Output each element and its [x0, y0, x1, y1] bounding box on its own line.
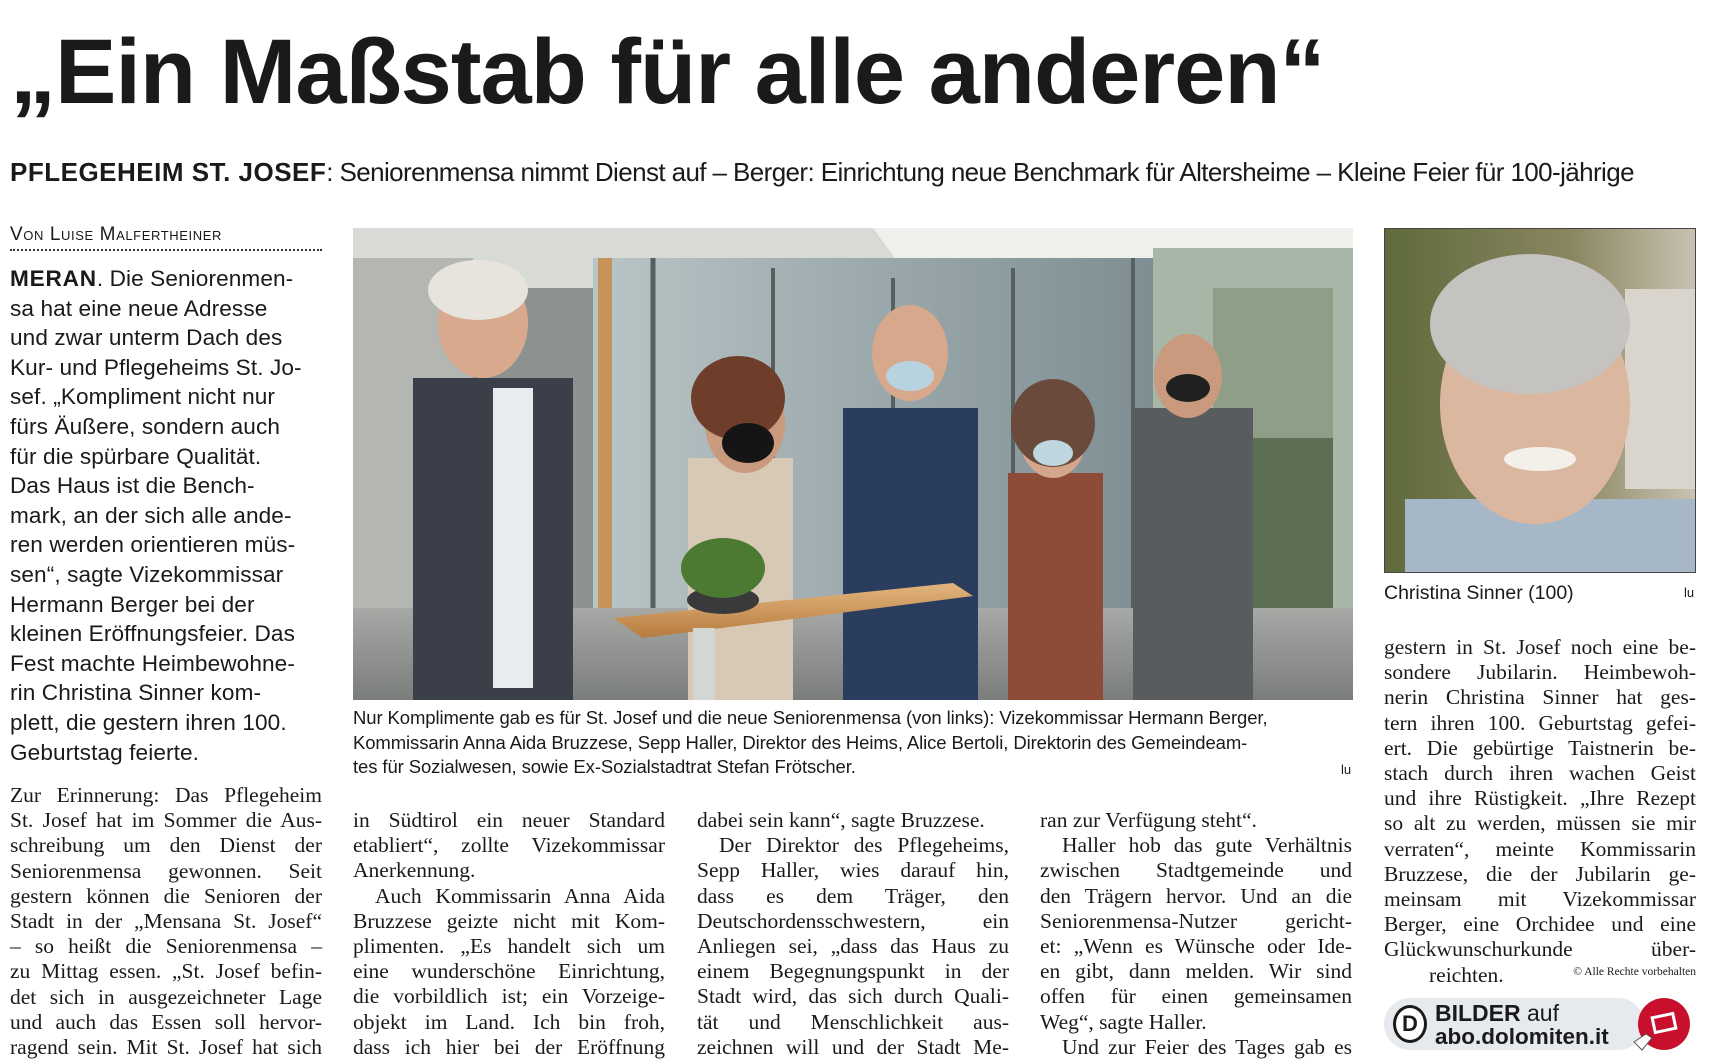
- text-line: objekt im Land. Ich bin froh,: [353, 1009, 665, 1034]
- lead-line: Hermann Berger bei der: [10, 591, 255, 617]
- text-line: ert. Die gebürtige Taistnerin be-: [1384, 735, 1696, 760]
- promo-title-bold: BILDER: [1435, 1000, 1521, 1026]
- text-line: ragend sein. Mit St. Josef hat sich: [10, 1035, 322, 1060]
- text-line: verraten“, meinte Kommissarin: [1384, 836, 1696, 861]
- text-line: tern ihren 100. Geburtstag gefei-: [1384, 710, 1696, 735]
- text-line: Auch Kommissarin Anna Aida: [375, 883, 665, 908]
- text-line: Haller hob das gute Verhältnis: [1062, 833, 1352, 858]
- text-line: offen für einen gemeinsamen: [1040, 984, 1352, 1009]
- lead-paragraph: [10, 264, 322, 767]
- dolomiten-logo-icon: D: [1393, 1005, 1427, 1043]
- text-line: zeichnen will und der Stadt Me-: [697, 1034, 1009, 1059]
- text-line: ran zur Verfügung steht“.: [1040, 808, 1257, 832]
- bilder-promo-link[interactable]: [1384, 996, 1696, 1054]
- promo-title-rest: auf: [1520, 1000, 1559, 1026]
- text-line: Bruzzese, die der Jubilarin ge-: [1384, 861, 1696, 886]
- text-line: Der Direktor des Pflegeheims,: [719, 833, 1009, 858]
- text-line: und ihre Rüstigkeit. „Ihre Rezept: [1384, 786, 1696, 811]
- lead-line: mark, an der sich alle ande-: [10, 502, 292, 528]
- lead-line: Das Haus ist die Bench-: [10, 473, 255, 499]
- subheadline-kicker: PFLEGEHEIM ST. JOSEF: [10, 157, 327, 187]
- dateline: MERAN: [10, 266, 97, 291]
- headline: „Ein Maßstab für alle anderen“: [10, 21, 1325, 123]
- side-photo-caption: Christina Sinner (100): [1384, 582, 1574, 604]
- text-line: Und zur Feier des Tages gab es: [1062, 1034, 1352, 1059]
- lead-line: rin Christina Sinner kom-: [10, 680, 262, 706]
- lead-line: plett, die gestern ihren 100.: [10, 709, 287, 735]
- text-line: Weg“, sagte Haller.: [1040, 1009, 1207, 1034]
- text-line: Bruzzese geizte nicht mit Kom-: [353, 908, 665, 933]
- text-line: meinsam mit Vizekommissar: [1384, 887, 1696, 912]
- text-line: zwischen Stadtgemeinde und: [1040, 858, 1352, 883]
- text-line: und auch das Essen soll hervor-: [10, 1009, 322, 1034]
- text-line: Berger, eine Orchidee und eine: [1384, 912, 1696, 937]
- text-line: Stadt in der „Mensana St. Josef“: [10, 909, 322, 934]
- text-line: etabliert“, zollte Vizekommissar: [353, 833, 665, 858]
- caption-line: Kommissarin Anna Aida Bruzzese, Sepp Haller, Direktor des Heims, Alice Bertoli, Direktorin des Gemeindeam-: [353, 731, 1248, 753]
- text-line: gestern können die Senioren der: [10, 883, 322, 908]
- lead-line: Geburtstag feierte.: [10, 739, 200, 765]
- text-line: det sich in ausgezeichneter Lage: [10, 984, 322, 1009]
- article-column-4: [1040, 808, 1352, 1060]
- text-line: Deutschordensschwestern, ein: [697, 908, 1009, 933]
- subheadline-text: : Seniorenmensa nimmt Dienst auf – Berger: Einrichtung neue Benchmark für Altersheime – Kleine Feier für 100-jährige: [326, 157, 1634, 187]
- side-photo-image: [1385, 229, 1695, 572]
- side-photo: [1384, 228, 1696, 573]
- byline: Von Luise Malfertheiner: [10, 224, 322, 251]
- article-column-2: [353, 808, 665, 1060]
- text-line: in Südtirol ein neuer Standard: [353, 808, 665, 832]
- text-line: en gibt, dann melden. Wir sind: [1040, 959, 1352, 984]
- text-line: reichten.: [1429, 962, 1504, 987]
- caption-line: tes für Sozialwesen, sowie Ex-Sozialstadtrat Stefan Frötscher.: [353, 756, 856, 777]
- text-line: St. Josef hat im Sommer die Aus-: [10, 808, 322, 833]
- photo-credit: lu: [1341, 762, 1352, 777]
- lead-line: Kur- und Pflegeheims St. Jo-: [10, 354, 302, 380]
- text-line: dass es dem Träger, den: [697, 883, 1009, 908]
- text-line: dabei sein kann“, sagte Bruzzese.: [697, 808, 985, 832]
- main-photo: [353, 228, 1353, 700]
- text-line: Glückwunschurkunde über-: [1384, 937, 1696, 962]
- text-line: tät und Menschlichkeit aus-: [697, 1009, 1009, 1034]
- lead-line: fürs Äußere, sondern auch: [10, 413, 281, 439]
- copyright-notice: © Alle Rechte vorbehalten: [1573, 966, 1696, 978]
- text-line: – so heißt die Seniorenmensa –: [10, 934, 322, 959]
- text-line: den Trägern hervor. Und an die: [1040, 883, 1352, 908]
- text-line: plimenten. „Es handelt sich um: [353, 934, 665, 959]
- photo-gallery-icon: [1632, 994, 1692, 1054]
- text-line: nerin Christina Sinner hat ges-: [1384, 685, 1696, 710]
- article-column-5: [1384, 635, 1696, 988]
- text-line: sondere Jubilarin. Heimbewoh-: [1384, 660, 1696, 685]
- text-line: die vorbildlich ist; ein Vorzeige-: [353, 984, 665, 1009]
- subheadline: [10, 155, 1710, 189]
- caption-line: Nur Komplimente gab es für St. Josef und die neue Seniorenmensa (von links): Vizekommissar Hermann Berger,: [353, 707, 1268, 728]
- text-line: Seniorenmensa gewonnen. Seit: [10, 858, 322, 883]
- text-line: so alt zu werden, müssen sie mir: [1384, 811, 1696, 836]
- text-line: eine wunderschöne Einrichtung,: [353, 959, 665, 984]
- text-line: dass ich hier bei der Eröffnung: [353, 1034, 665, 1059]
- promo-url[interactable]: abo.dolomiten.it: [1435, 1024, 1609, 1049]
- text-line: schreibung um den Dienst der: [10, 833, 322, 858]
- text-line: einem Begegnungspunkt in der: [697, 959, 1009, 984]
- lead-line: sen“, sagte Vizekommissar: [10, 561, 284, 587]
- text-line: et: „Wenn es Wünsche oder Ide-: [1040, 934, 1352, 959]
- main-photo-image: [353, 228, 1353, 700]
- text-line: Stadt wird, das sich durch Quali-: [697, 984, 1009, 1009]
- lead-line: und zwar unterm Dach des: [10, 325, 283, 351]
- lead-line: MERAN. Die Seniorenmen-: [10, 266, 294, 291]
- side-photo-credit: lu: [1684, 585, 1695, 600]
- lead-line: sa hat eine neue Adresse: [10, 295, 268, 321]
- article-column-1: [10, 783, 322, 1060]
- text-line: Seniorenmensa-Nutzer gericht-: [1040, 908, 1352, 933]
- text-line: gestern in St. Josef noch eine be-: [1384, 635, 1696, 659]
- lead-line: kleinen Eröffnungsfeier. Das: [10, 621, 295, 647]
- text-line: Sepp Haller, wies darauf hin,: [697, 858, 1009, 883]
- text-line: Anerkennung.: [353, 858, 476, 883]
- promo-title: [1435, 1000, 1559, 1026]
- text-line: Anliegen sei, „dass das Haus zu: [697, 934, 1009, 959]
- lead-line: ren werden orientieren müs-: [10, 532, 296, 558]
- text-line: zu Mittag essen. „St. Josef befin-: [10, 959, 322, 984]
- text-line: stach durch ihren wachen Geist: [1384, 761, 1696, 786]
- article-column-3: [697, 808, 1009, 1060]
- lead-line: Fest machte Heimbewohne-: [10, 650, 295, 676]
- lead-line: sef. „Kompliment nicht nur: [10, 384, 276, 410]
- text-line: Zur Erinnerung: Das Pflegeheim: [10, 783, 322, 807]
- lead-line: für die spürbare Qualität.: [10, 443, 262, 469]
- main-photo-caption: [353, 706, 1353, 780]
